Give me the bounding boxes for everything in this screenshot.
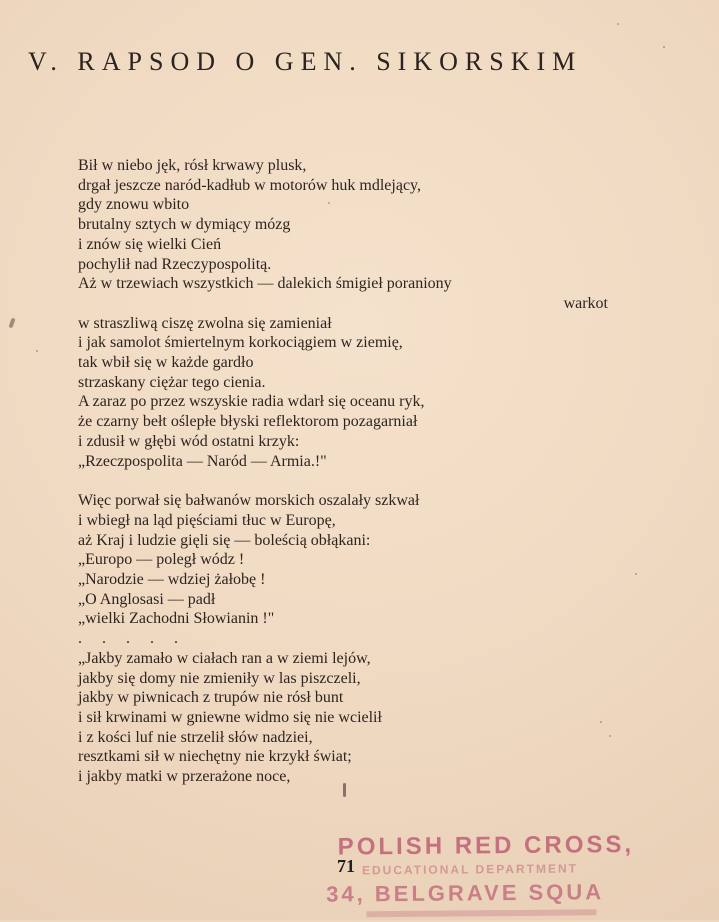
poem-line: i sił krwinami w gniewne widmo się nie wcielił	[78, 708, 382, 726]
poem-line: Więc porwał się bałwanów morskich oszalały szkwał	[78, 492, 420, 510]
poem-line: i jak samolot śmiertelnym korkociągiem w ziemię,	[78, 334, 403, 352]
poem-line: A zaraz po przez wszyskie radia wdarł się oceanu ryk,	[78, 393, 425, 411]
stanza-1	[78, 156, 638, 471]
poem-body	[78, 156, 638, 787]
poem-line: i jakby matki w przerażone noce,	[78, 768, 291, 786]
paper-speck	[328, 202, 330, 204]
poem-line: „wielki Zachodni Słowianin !"	[78, 610, 275, 628]
poem-line: tak wbił się w każde gardło	[78, 354, 254, 372]
poem-line: „Narodzie — wdziej żałobę !	[78, 571, 266, 589]
paper-speck	[600, 721, 602, 723]
paper-speck	[635, 573, 637, 575]
stamp-line: EDUCATIONAL DEPARTMENT	[361, 861, 578, 878]
poem-line: Aż w trzewiach wszystkich — dalekich śmigieł poraniony	[78, 275, 452, 293]
poem-line: że czarny bełt oślepłe błyski reflektorom pozagarniał	[78, 413, 418, 431]
poem-line: drgał jeszcze naród-kadłub w motorów huk mdlejący,	[78, 176, 421, 194]
page-number: 71	[337, 856, 355, 876]
poem-line: i wbiegł na ląd pięściami tłuc w Europę,	[78, 511, 336, 529]
poem-line: „Jakby zamało w ciałach ran a w ziemi lejów,	[78, 649, 371, 667]
paper-speck	[609, 735, 611, 737]
section-separator-dots: . . . . .	[78, 630, 186, 648]
poem-line: „O Anglosasi — padł	[78, 590, 216, 608]
poem-line: i znów się wielki Cień	[78, 235, 222, 253]
poem-line: brutalny sztych w dymiący mózg	[78, 216, 291, 234]
poem-line: strzaskany ciężar tego cienia.	[78, 373, 266, 391]
poem-line: jakby się domy nie zmieniły w las piszczeli,	[78, 669, 361, 687]
poem-line: w straszliwą ciszę zwolna się zamieniał	[78, 314, 332, 332]
poem-line: aż Kraj i ludzie gięli się — boleścią obłąkani:	[78, 531, 371, 549]
stamp-line: 34, BELGRAVE SQUA	[326, 879, 605, 907]
poem-line: i z kości luf nie strzelił słów nadziei,	[78, 728, 313, 746]
stanza-3	[78, 649, 638, 787]
poem-line: i zdusił w głębi wód ostatni krzyk:	[78, 432, 300, 450]
stamp-line: POLISH RED CROSS,	[337, 830, 635, 861]
poem-line: „Rzeczpospolita — Naród — Armia.!"	[78, 452, 327, 470]
poem-line: resztkami sił w niechętny nie krzykł świat;	[78, 748, 352, 766]
stamp-underline	[366, 909, 596, 917]
margin-ink-mark	[8, 318, 15, 329]
bottom-ink-mark	[343, 783, 346, 797]
poem-line: pochylił nad Rzeczypospolitą.	[78, 255, 272, 273]
stanza-2	[78, 491, 638, 629]
poem-line: „Europo — poległ wódz !	[78, 551, 245, 569]
poem-line: gdy znowu wbito	[78, 196, 190, 214]
paper-speck	[36, 350, 38, 352]
chapter-title: V. RAPSOD O GEN. SIKORSKIM	[28, 47, 583, 76]
paper-speck	[663, 46, 665, 48]
poem-line: jakby w piwnicach z trupów nie rósł bunt	[78, 689, 344, 707]
stanza-gap	[78, 471, 638, 491]
poem-line: Bił w niebo jęk, rósł krwawy plusk,	[78, 157, 307, 174]
paper-speck	[617, 23, 619, 25]
poem-line-continuation: warkot	[563, 294, 608, 312]
library-stamp	[326, 830, 707, 921]
